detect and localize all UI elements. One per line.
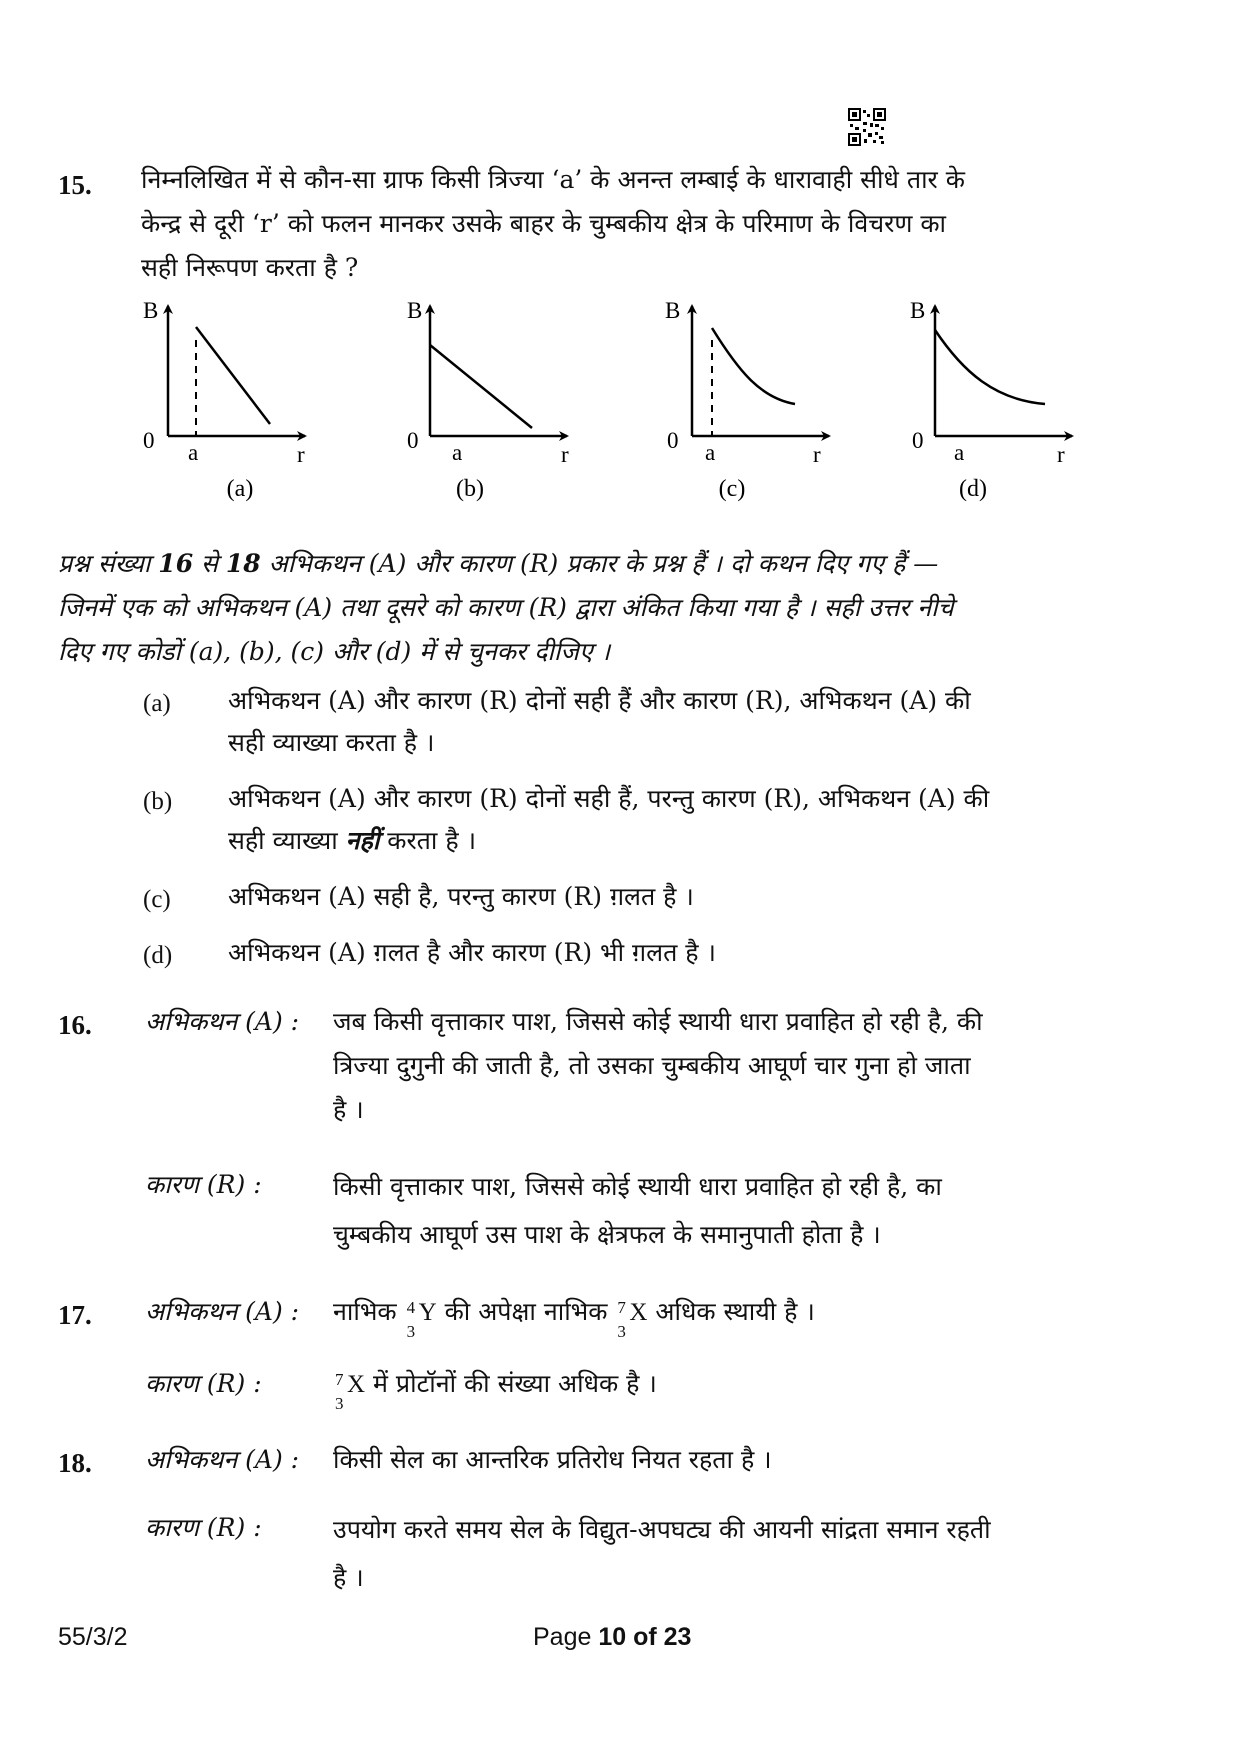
x-axis-label: r [813,442,821,467]
graph-label: (c) [718,476,746,502]
text-line: उपयोग करते समय सेल के विद्युत-अपघट्य की आयनी सांद्रता समान रहती [333,1515,991,1544]
text-line [58,542,1118,586]
text-line [228,820,1113,862]
origin-label: 0 [667,428,679,453]
option-label: (a) [143,690,171,717]
origin-label: 0 [143,428,155,453]
text-line: निम्नलिखित में से कौन-सा ग्राफ किसी त्रिज्या ‘a’ के अनन्त लम्बाई के धारावाही सीधे तार के [141,165,965,194]
text-span: of [626,1623,664,1651]
y-axis-label: B [665,298,681,323]
text-line: सही निरूपण करता है ? [141,253,359,282]
option-c-text [228,876,1113,918]
x-axis-label: r [561,442,569,467]
a-mark-label: a [188,440,199,465]
graph-options-figure [0,290,1241,510]
text-line: त्रिज्या दुगुनी की जाती है, तो उसका चुम्बकीय आघूर्ण चार गुना हो जाता [333,1051,971,1080]
question-17-reason [333,1362,1113,1413]
graph-a [143,298,305,502]
text-line: किसी वृत्ताकार पाश, जिससे कोई स्थायी धारा प्रवाहित हो रही है, का [333,1172,942,1201]
text-span: से [193,549,226,578]
page-indicator [533,1623,691,1652]
nuclide-x [615,1296,629,1341]
page-total: 23 [663,1623,692,1651]
mass-number: 7 [617,1298,626,1317]
text-span: नाभिक [333,1297,397,1326]
text-line: चुम्बकीय आघूर्ण उस पाश के क्षेत्रफल के समानुपाती होता है । [333,1220,881,1249]
mass-number: 7 [335,1370,344,1389]
assertion-reason-instructions [58,542,1118,674]
graph-label: (d) [959,476,987,502]
assertion-label: अभिकथन (A) : [145,1297,300,1326]
option-b-text [228,778,1113,862]
bold-number: 18 [225,549,261,578]
text-span: Page [533,1623,599,1651]
question-18-reason [333,1506,1113,1602]
graph-c [665,298,829,502]
text-span: की अपेक्षा नाभिक [444,1297,608,1326]
a-mark-label: a [705,440,716,465]
curve [196,327,270,424]
element-symbol: X [629,1299,648,1326]
curve [430,345,532,428]
option-label: (b) [143,788,173,815]
graph-d [910,298,1072,502]
graph-b [407,298,569,502]
graph-label: (b) [456,476,484,502]
origin-label: 0 [407,428,419,453]
text-line: सही व्याख्या करता है । [228,728,435,757]
option-d-text [228,932,1113,974]
x-axis-label: r [297,442,305,467]
y-axis-label: B [910,298,926,323]
text-span: सही व्याख्या [228,826,346,855]
text-line: अभिकथन (A) और कारण (R) दोनों सही हैं और कारण (R), अभिकथन (A) की [228,686,971,715]
text-line: केन्द्र से दूरी ‘r’ को फलन मानकर उसके बाहर के चुम्बकीय क्षेत्र के परिमाण के विचरण का [141,209,947,238]
question-number: 17. [58,1300,92,1330]
assertion-label: अभिकथन (A) : [145,1007,300,1036]
y-axis-label: B [143,298,159,323]
text-line: अभिकथन (A) और कारण (R) दोनों सही हैं, परन्तु कारण (R), अभिकथन (A) की [228,784,990,813]
option-label: (d) [143,942,173,969]
nuclide-y [405,1296,419,1341]
text-line: दिए गए कोडों (a), (b), (c) और (d) में से चुनकर दीजिए । [58,637,611,666]
text-line: किसी सेल का आन्तरिक प्रतिरोध नियत रहता है । [333,1445,772,1474]
mass-number: 4 [406,1298,416,1317]
text-line: है । [333,1095,364,1124]
question-number: 16. [58,1010,92,1040]
text-line: जिनमें एक को अभिकथन (A) तथा दूसरे को कारण (R) द्वारा अंकित किया गया है । सही उत्तर नीचे [58,593,954,622]
curve [935,330,1045,404]
text-line: है । [333,1563,364,1592]
atomic-number: 3 [617,1322,626,1341]
text-span: अधिक स्थायी है । [655,1297,815,1326]
question-number: 15. [58,170,92,200]
reason-label: कारण (R) : [145,1513,262,1542]
reason-label: कारण (R) : [145,1170,262,1199]
curve [712,328,795,404]
text-line: अभिकथन (A) सही है, परन्तु कारण (R) ग़लत है । [228,882,694,911]
question-18-assertion [333,1438,1113,1482]
element-symbol: Y [418,1299,437,1326]
option-label: (c) [143,886,171,913]
element-symbol: X [347,1371,366,1398]
graph-label: (a) [226,476,254,502]
question-15-text [141,158,1111,290]
bold-number: 16 [158,549,194,578]
question-16-assertion [333,1000,1113,1132]
qr-code [848,108,886,146]
nuclide-x [333,1368,347,1413]
page-number: 10 [598,1623,627,1651]
atomic-number: 3 [335,1394,344,1413]
text-span: में प्रोटॉनों की संख्या अधिक है । [373,1369,657,1398]
question-16-reason [333,1163,1113,1259]
a-mark-label: a [954,440,965,465]
y-axis-label: B [407,298,423,323]
x-axis-label: r [1057,442,1065,467]
question-number: 18. [58,1448,92,1478]
text-line: अभिकथन (A) ग़लत है और कारण (R) भी ग़लत है । [228,938,716,967]
origin-label: 0 [912,428,924,453]
assertion-label: अभिकथन (A) : [145,1445,300,1474]
option-a-text [228,680,1113,764]
text-span: प्रश्न संख्या [58,549,159,578]
text-line: जब किसी वृत्ताकार पाश, जिससे कोई स्थायी धारा प्रवाहित हो रही है, की [333,1007,983,1036]
emphasis-not: नहीं [345,826,380,855]
reason-label: कारण (R) : [145,1369,262,1398]
question-17-assertion [333,1290,1113,1341]
paper-code: 55/3/2 [58,1623,128,1651]
text-span: करता है । [379,826,477,855]
atomic-number: 3 [406,1322,416,1341]
text-span: अभिकथन (A) और कारण (R) प्रकार के प्रश्न हैं । दो कथन दिए गए हैं — [260,549,939,578]
a-mark-label: a [452,440,463,465]
